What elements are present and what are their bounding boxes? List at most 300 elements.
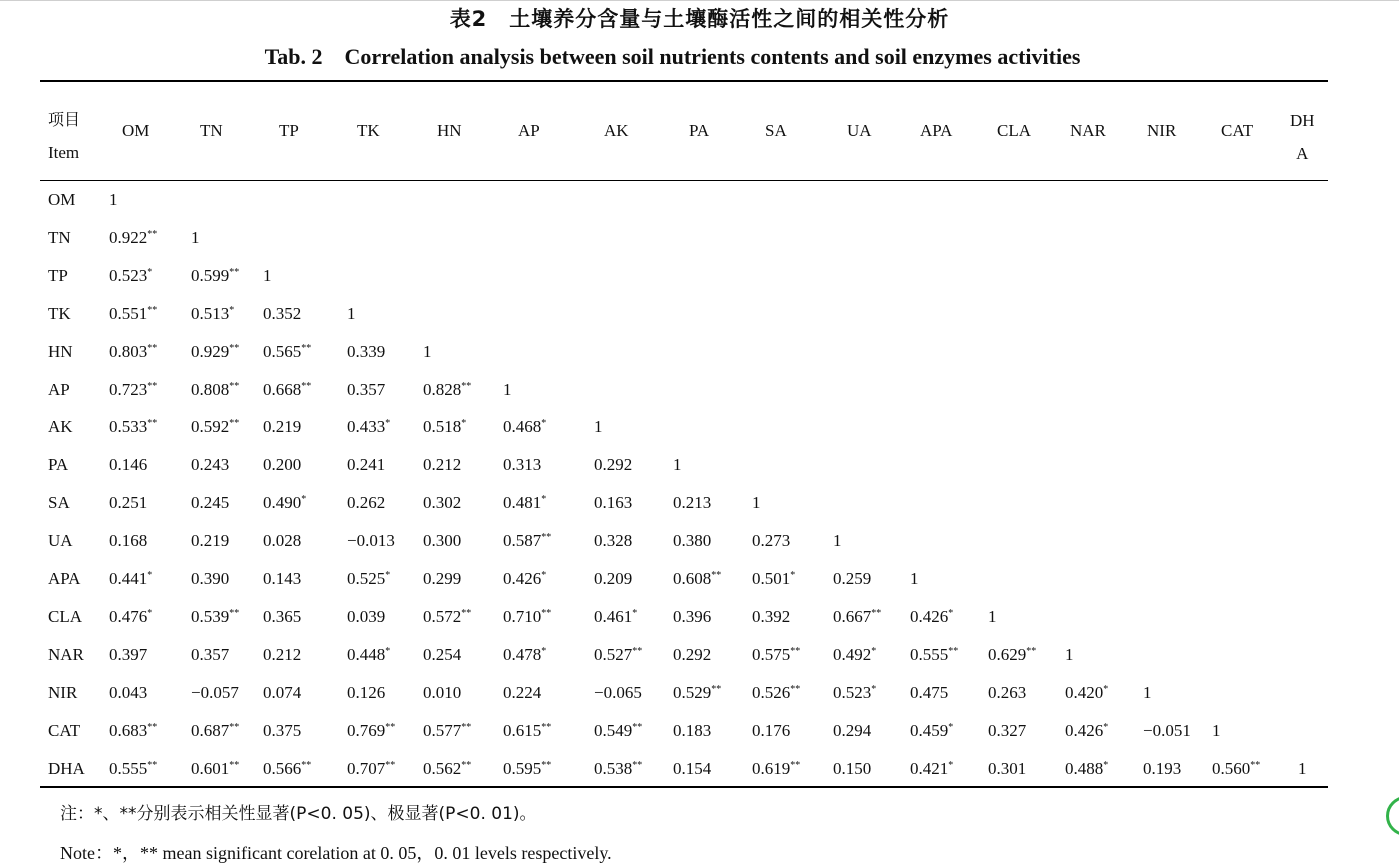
table-cell — [752, 645, 800, 665]
table-cell — [263, 304, 301, 324]
table-cell — [423, 493, 461, 513]
table-cell — [191, 417, 239, 437]
cell-value: 0.538 — [594, 758, 633, 778]
cell-value: 0.566 — [263, 758, 302, 778]
cell-value: 0.300 — [423, 531, 462, 551]
cell-value: 0.375 — [263, 720, 302, 740]
cell-value: 0.803 — [109, 341, 148, 361]
significance-mark: ** — [229, 342, 240, 354]
cell-value: 0.492 — [833, 644, 872, 664]
significance-mark: ** — [541, 607, 552, 619]
table-cell — [109, 417, 157, 437]
cell-value: 0.245 — [191, 493, 230, 513]
header-rule — [40, 180, 1328, 181]
cell-value: 0.769 — [347, 720, 386, 740]
cell-value: 0.615 — [503, 720, 542, 740]
cell-value: 1 — [263, 265, 272, 285]
column-header-nar: NAR — [1070, 121, 1106, 140]
cell-value: 0.426 — [910, 606, 949, 626]
table-cell — [594, 607, 637, 627]
cell-value: 0.478 — [503, 644, 542, 664]
column-header-ak: AK — [604, 121, 629, 140]
table-cell — [191, 342, 239, 362]
cell-value: 0.302 — [423, 493, 462, 513]
significance-mark: ** — [229, 607, 240, 619]
cell-value: 0.168 — [109, 531, 148, 551]
cell-value: 0.551 — [109, 303, 148, 323]
significance-mark: ** — [871, 607, 882, 619]
cell-value: 0.292 — [673, 644, 712, 664]
significance-mark: * — [1103, 683, 1109, 695]
table-cell — [673, 645, 711, 665]
cell-value: 0.595 — [503, 758, 542, 778]
cell-value: 0.299 — [423, 569, 462, 588]
table-cell — [503, 721, 551, 741]
cell-value: 0.555 — [910, 644, 949, 664]
table-cell — [423, 569, 461, 589]
cell-value: 0.154 — [673, 758, 712, 778]
table-cell — [910, 569, 919, 589]
top-border — [0, 0, 1399, 1]
significance-mark: * — [948, 759, 954, 771]
table-cell — [347, 759, 395, 779]
cell-value: 1 — [910, 569, 919, 588]
table-cell — [109, 266, 152, 286]
cell-value: 0.601 — [191, 758, 230, 778]
cell-value: 0.587 — [503, 531, 542, 551]
cell-value: 0.294 — [833, 720, 872, 740]
row-label-tn: TN — [48, 227, 71, 247]
significance-mark: ** — [229, 759, 240, 771]
table-cell — [1143, 759, 1181, 779]
table-cell — [423, 380, 471, 400]
cell-value: 0.043 — [109, 682, 148, 702]
table-cell — [752, 759, 800, 779]
footnote-english: Note：*，** mean significant corelation at 0. 05，0. 01 levels respectively. — [60, 843, 612, 863]
table-cell — [347, 607, 385, 627]
significance-mark: * — [871, 683, 877, 695]
table-cell — [503, 493, 546, 513]
cell-value: 0.501 — [752, 569, 791, 588]
cell-value: 0.668 — [263, 379, 302, 399]
table-cell — [988, 645, 1036, 665]
significance-mark: ** — [147, 418, 158, 430]
table-cell — [109, 455, 147, 475]
cell-value: 0.193 — [1143, 758, 1182, 778]
table-cell — [752, 493, 761, 513]
cell-value: 0.150 — [833, 758, 872, 778]
table-cell — [191, 607, 239, 627]
cell-value: 0.010 — [423, 682, 462, 702]
table-cell — [503, 380, 512, 400]
table-cell — [1298, 759, 1307, 779]
cell-value: 0.263 — [988, 682, 1027, 702]
cell-value: 0.254 — [423, 644, 462, 664]
column-header-apa: APA — [920, 121, 953, 140]
cell-value: 0.599 — [191, 265, 230, 285]
table-cell — [594, 645, 642, 665]
cell-value: 1 — [1143, 682, 1152, 702]
table-cell — [833, 683, 876, 703]
significance-mark: ** — [461, 721, 472, 733]
table-cell — [191, 531, 229, 551]
cell-value: 0.328 — [594, 531, 633, 551]
table-cell — [347, 455, 385, 475]
significance-mark: * — [229, 304, 235, 316]
table-cell — [423, 417, 466, 437]
table-cell — [347, 417, 390, 437]
row-label-apa: APA — [48, 569, 81, 588]
cell-value: 1 — [423, 341, 432, 361]
row-label-nir: NIR — [48, 682, 78, 702]
table-cell — [263, 645, 301, 665]
table-cell — [109, 304, 157, 324]
table-cell — [263, 531, 301, 551]
table-cell — [503, 607, 551, 627]
cell-value: 0.459 — [910, 720, 949, 740]
table-cell — [673, 721, 711, 741]
table-cell — [1065, 721, 1108, 741]
table-cell — [263, 759, 311, 779]
row-label-cat: CAT — [48, 720, 81, 740]
table-cell — [673, 607, 711, 627]
cell-value: 0.251 — [109, 493, 148, 513]
column-header-tn: TN — [200, 121, 223, 140]
cell-value: 0.426 — [1065, 720, 1104, 740]
significance-mark: * — [790, 570, 796, 581]
significance-mark: ** — [948, 645, 959, 657]
cell-value: 0.397 — [109, 644, 148, 664]
table-cell — [1143, 683, 1152, 703]
footnote-chinese: 注：*、**分别表示相关性显著(P<0. 05)、极显著(P<0. 01)。 — [60, 804, 537, 824]
cell-value: 0.592 — [191, 417, 230, 437]
significance-mark: ** — [1250, 759, 1261, 771]
cell-value: 0.213 — [673, 493, 712, 513]
table-cell — [503, 531, 551, 551]
cell-value: 0.828 — [423, 379, 462, 399]
table-cell — [191, 304, 234, 324]
column-header-ap: AP — [518, 121, 540, 140]
cell-value: 0.421 — [910, 758, 949, 778]
significance-mark: * — [147, 266, 153, 278]
table-cell — [109, 607, 152, 627]
table-cell — [1143, 721, 1191, 741]
bottom-rule — [40, 786, 1328, 788]
cell-value: 0.475 — [910, 682, 949, 702]
significance-mark: * — [1103, 759, 1109, 771]
significance-mark: ** — [790, 645, 801, 657]
cell-value: 0.259 — [833, 569, 872, 588]
table-cell — [263, 417, 301, 437]
table-cell — [594, 721, 642, 741]
table-cell — [673, 569, 721, 589]
cell-value: 0.513 — [191, 303, 230, 323]
table-cell — [347, 569, 390, 589]
cell-value: 0.560 — [1212, 758, 1251, 778]
table-cell — [263, 455, 301, 475]
significance-mark: * — [632, 607, 638, 619]
significance-mark: ** — [632, 721, 643, 733]
row-label-cla: CLA — [48, 606, 82, 626]
table-cell — [347, 531, 395, 551]
cell-value: −0.051 — [1143, 720, 1191, 740]
row-label-dha: DHA — [48, 758, 85, 778]
table-cell — [109, 342, 157, 362]
table-cell — [1065, 683, 1108, 703]
cell-value: 0.929 — [191, 341, 230, 361]
column-header-nir: NIR — [1147, 121, 1177, 140]
table-cell — [263, 721, 301, 741]
significance-mark: ** — [461, 607, 472, 619]
cell-value: 0.357 — [191, 644, 230, 664]
table-cell — [191, 569, 229, 589]
cell-value: 1 — [1298, 758, 1307, 778]
table-cell — [503, 759, 551, 779]
significance-mark: ** — [147, 759, 158, 771]
table-cell — [423, 531, 461, 551]
table-cell — [347, 721, 395, 741]
cell-value: 0.143 — [263, 569, 302, 588]
cell-value: 0.577 — [423, 720, 462, 740]
column-header-om: OM — [122, 121, 150, 140]
cell-value: 0.028 — [263, 531, 302, 551]
green-circle-badge — [1386, 796, 1399, 836]
cell-value: 0.448 — [347, 644, 386, 664]
cell-value: 1 — [594, 417, 603, 437]
table-cell — [752, 531, 790, 551]
table-cell — [594, 455, 632, 475]
table-cell — [191, 683, 239, 703]
cell-value: 0.572 — [423, 606, 462, 626]
cell-value: 0.527 — [594, 644, 633, 664]
table-cell — [988, 721, 1026, 741]
cell-value: 1 — [833, 531, 842, 551]
table-cell — [191, 455, 229, 475]
column-header-dha — [1290, 104, 1315, 170]
significance-mark: ** — [147, 228, 158, 240]
table-cell — [191, 645, 229, 665]
cell-value: 0.808 — [191, 379, 230, 399]
cell-value: 0.539 — [191, 606, 230, 626]
table-cell — [109, 228, 157, 248]
table-cell — [423, 645, 461, 665]
cell-value: 0.163 — [594, 493, 633, 513]
significance-mark: ** — [147, 342, 158, 354]
table-cell — [263, 683, 301, 703]
cell-value: 0.392 — [752, 606, 791, 626]
significance-mark: * — [385, 645, 391, 657]
significance-mark: ** — [147, 304, 158, 316]
table-cell — [673, 531, 711, 551]
table-cell — [594, 569, 632, 589]
cell-value: 0.396 — [673, 606, 712, 626]
table-cell — [1065, 645, 1074, 665]
table-cell — [833, 645, 876, 665]
table-cell — [347, 683, 385, 703]
table-cell — [594, 683, 642, 703]
cell-value: 0.420 — [1065, 682, 1104, 702]
table-cell — [191, 228, 200, 248]
significance-mark: ** — [541, 532, 552, 544]
header-item — [48, 103, 80, 169]
table-cell — [347, 645, 390, 665]
cell-value: 0.339 — [347, 341, 386, 361]
table-cell — [347, 304, 356, 324]
cell-value: 0.710 — [503, 606, 542, 626]
table-cell — [833, 531, 842, 551]
cell-value: 0.146 — [109, 455, 148, 475]
cell-value: 1 — [673, 455, 682, 475]
cell-value: 0.262 — [347, 493, 386, 513]
table-cell — [594, 531, 632, 551]
cell-value: 0.525 — [347, 569, 386, 588]
significance-mark: ** — [1026, 645, 1037, 657]
table-cell — [191, 721, 239, 741]
table-cell — [752, 607, 790, 627]
table-cell — [347, 493, 385, 513]
row-label-tp: TP — [48, 265, 68, 285]
cell-value: −0.013 — [347, 531, 395, 551]
table-cell — [423, 455, 461, 475]
cell-value: 0.490 — [263, 493, 302, 513]
cell-value: 0.476 — [109, 606, 148, 626]
significance-mark: ** — [301, 380, 312, 392]
row-label-hn: HN — [48, 341, 73, 361]
table-cell — [833, 569, 871, 589]
column-header-sa: SA — [765, 121, 787, 140]
cell-value: 0.523 — [833, 682, 872, 702]
table-cell — [503, 683, 541, 703]
cell-value: −0.065 — [594, 682, 642, 702]
cell-value: 0.667 — [833, 606, 872, 626]
table-cell — [423, 607, 471, 627]
column-header-ua: UA — [847, 121, 872, 140]
cell-value: 0.390 — [191, 569, 230, 588]
cell-value: 0.687 — [191, 720, 230, 740]
table-cell — [109, 380, 157, 400]
significance-mark: * — [385, 418, 391, 430]
column-header-pa: PA — [689, 121, 710, 140]
table-cell — [109, 683, 147, 703]
significance-mark: * — [541, 645, 547, 657]
significance-mark: ** — [147, 721, 158, 733]
cell-value: 0.608 — [673, 569, 712, 588]
cell-value: 0.619 — [752, 758, 791, 778]
table-cell — [423, 759, 471, 779]
cell-value: 0.176 — [752, 720, 791, 740]
table-cell — [1212, 721, 1221, 741]
cell-value: 0.039 — [347, 606, 386, 626]
cell-value: 0.518 — [423, 417, 462, 437]
cell-value: 0.565 — [263, 341, 302, 361]
column-header-dha-line2: A — [1296, 144, 1309, 163]
significance-mark: ** — [385, 759, 396, 771]
column-header-tk: TK — [357, 121, 380, 140]
table-cell — [191, 380, 239, 400]
cell-value: 1 — [109, 190, 118, 209]
significance-mark: ** — [301, 342, 312, 354]
significance-mark: * — [385, 570, 391, 581]
significance-mark: ** — [461, 759, 472, 771]
table-cell — [503, 417, 546, 437]
cell-value: 0.562 — [423, 758, 462, 778]
cell-value: 0.126 — [347, 682, 386, 702]
cell-value: −0.057 — [191, 682, 239, 702]
cell-value: 0.301 — [988, 758, 1027, 778]
cell-value: 0.922 — [109, 227, 148, 247]
cell-value: 0.433 — [347, 417, 386, 437]
table-cell — [752, 683, 800, 703]
table-cell — [594, 493, 632, 513]
significance-mark: ** — [229, 418, 240, 430]
cell-value: 0.723 — [109, 379, 148, 399]
cell-value: 0.529 — [673, 682, 712, 702]
cell-value: 0.365 — [263, 606, 302, 626]
table-cell — [109, 493, 147, 513]
cell-value: 0.523 — [109, 265, 148, 285]
table-cell — [263, 380, 311, 400]
column-header-dha-line1: DH — [1290, 111, 1315, 130]
header-item-en: Item — [48, 143, 80, 162]
cell-value: 0.273 — [752, 531, 791, 551]
table-cell — [673, 455, 682, 475]
row-label-ak: AK — [48, 417, 73, 437]
cell-value: 1 — [503, 379, 512, 399]
table-cell — [594, 759, 642, 779]
significance-mark: ** — [229, 380, 240, 392]
top-rule — [40, 80, 1328, 82]
cell-value: 0.183 — [673, 720, 712, 740]
significance-mark: ** — [711, 683, 722, 695]
table-cell — [988, 607, 997, 627]
table-title-english: Tab. 2 Correlation analysis between soil nutrients contents and soil enzymes activities — [264, 44, 1081, 69]
table-cell — [423, 342, 432, 362]
table-cell — [347, 342, 385, 362]
cell-value: 0.219 — [263, 417, 302, 437]
row-label-sa: SA — [48, 493, 70, 513]
column-header-cat: CAT — [1221, 121, 1254, 140]
significance-mark: * — [147, 607, 153, 619]
cell-value: 0.549 — [594, 720, 633, 740]
table-cell — [503, 569, 546, 589]
cell-value: 0.488 — [1065, 758, 1104, 778]
column-header-tp: TP — [279, 121, 299, 140]
row-label-om: OM — [48, 190, 76, 209]
table-cell — [263, 493, 306, 513]
table-cell — [752, 721, 790, 741]
table-cell — [594, 417, 603, 437]
table-cell — [109, 721, 157, 741]
cell-value: 0.461 — [594, 606, 633, 626]
cell-value: 0.219 — [191, 531, 230, 551]
table-cell — [191, 759, 239, 779]
significance-mark: * — [1103, 721, 1109, 733]
table-cell — [191, 493, 229, 513]
cell-value: 0.468 — [503, 417, 542, 437]
table-cell — [347, 380, 385, 400]
table-cell — [988, 759, 1026, 779]
table-cell — [910, 607, 953, 627]
table-cell — [263, 569, 301, 589]
cell-value: 0.441 — [109, 569, 148, 588]
cell-value: 0.292 — [594, 455, 633, 475]
significance-mark: * — [541, 570, 547, 581]
significance-mark: ** — [229, 721, 240, 733]
cell-value: 0.212 — [263, 644, 302, 664]
table-cell — [910, 683, 948, 703]
cell-value: 0.683 — [109, 720, 148, 740]
table-cell — [423, 683, 461, 703]
